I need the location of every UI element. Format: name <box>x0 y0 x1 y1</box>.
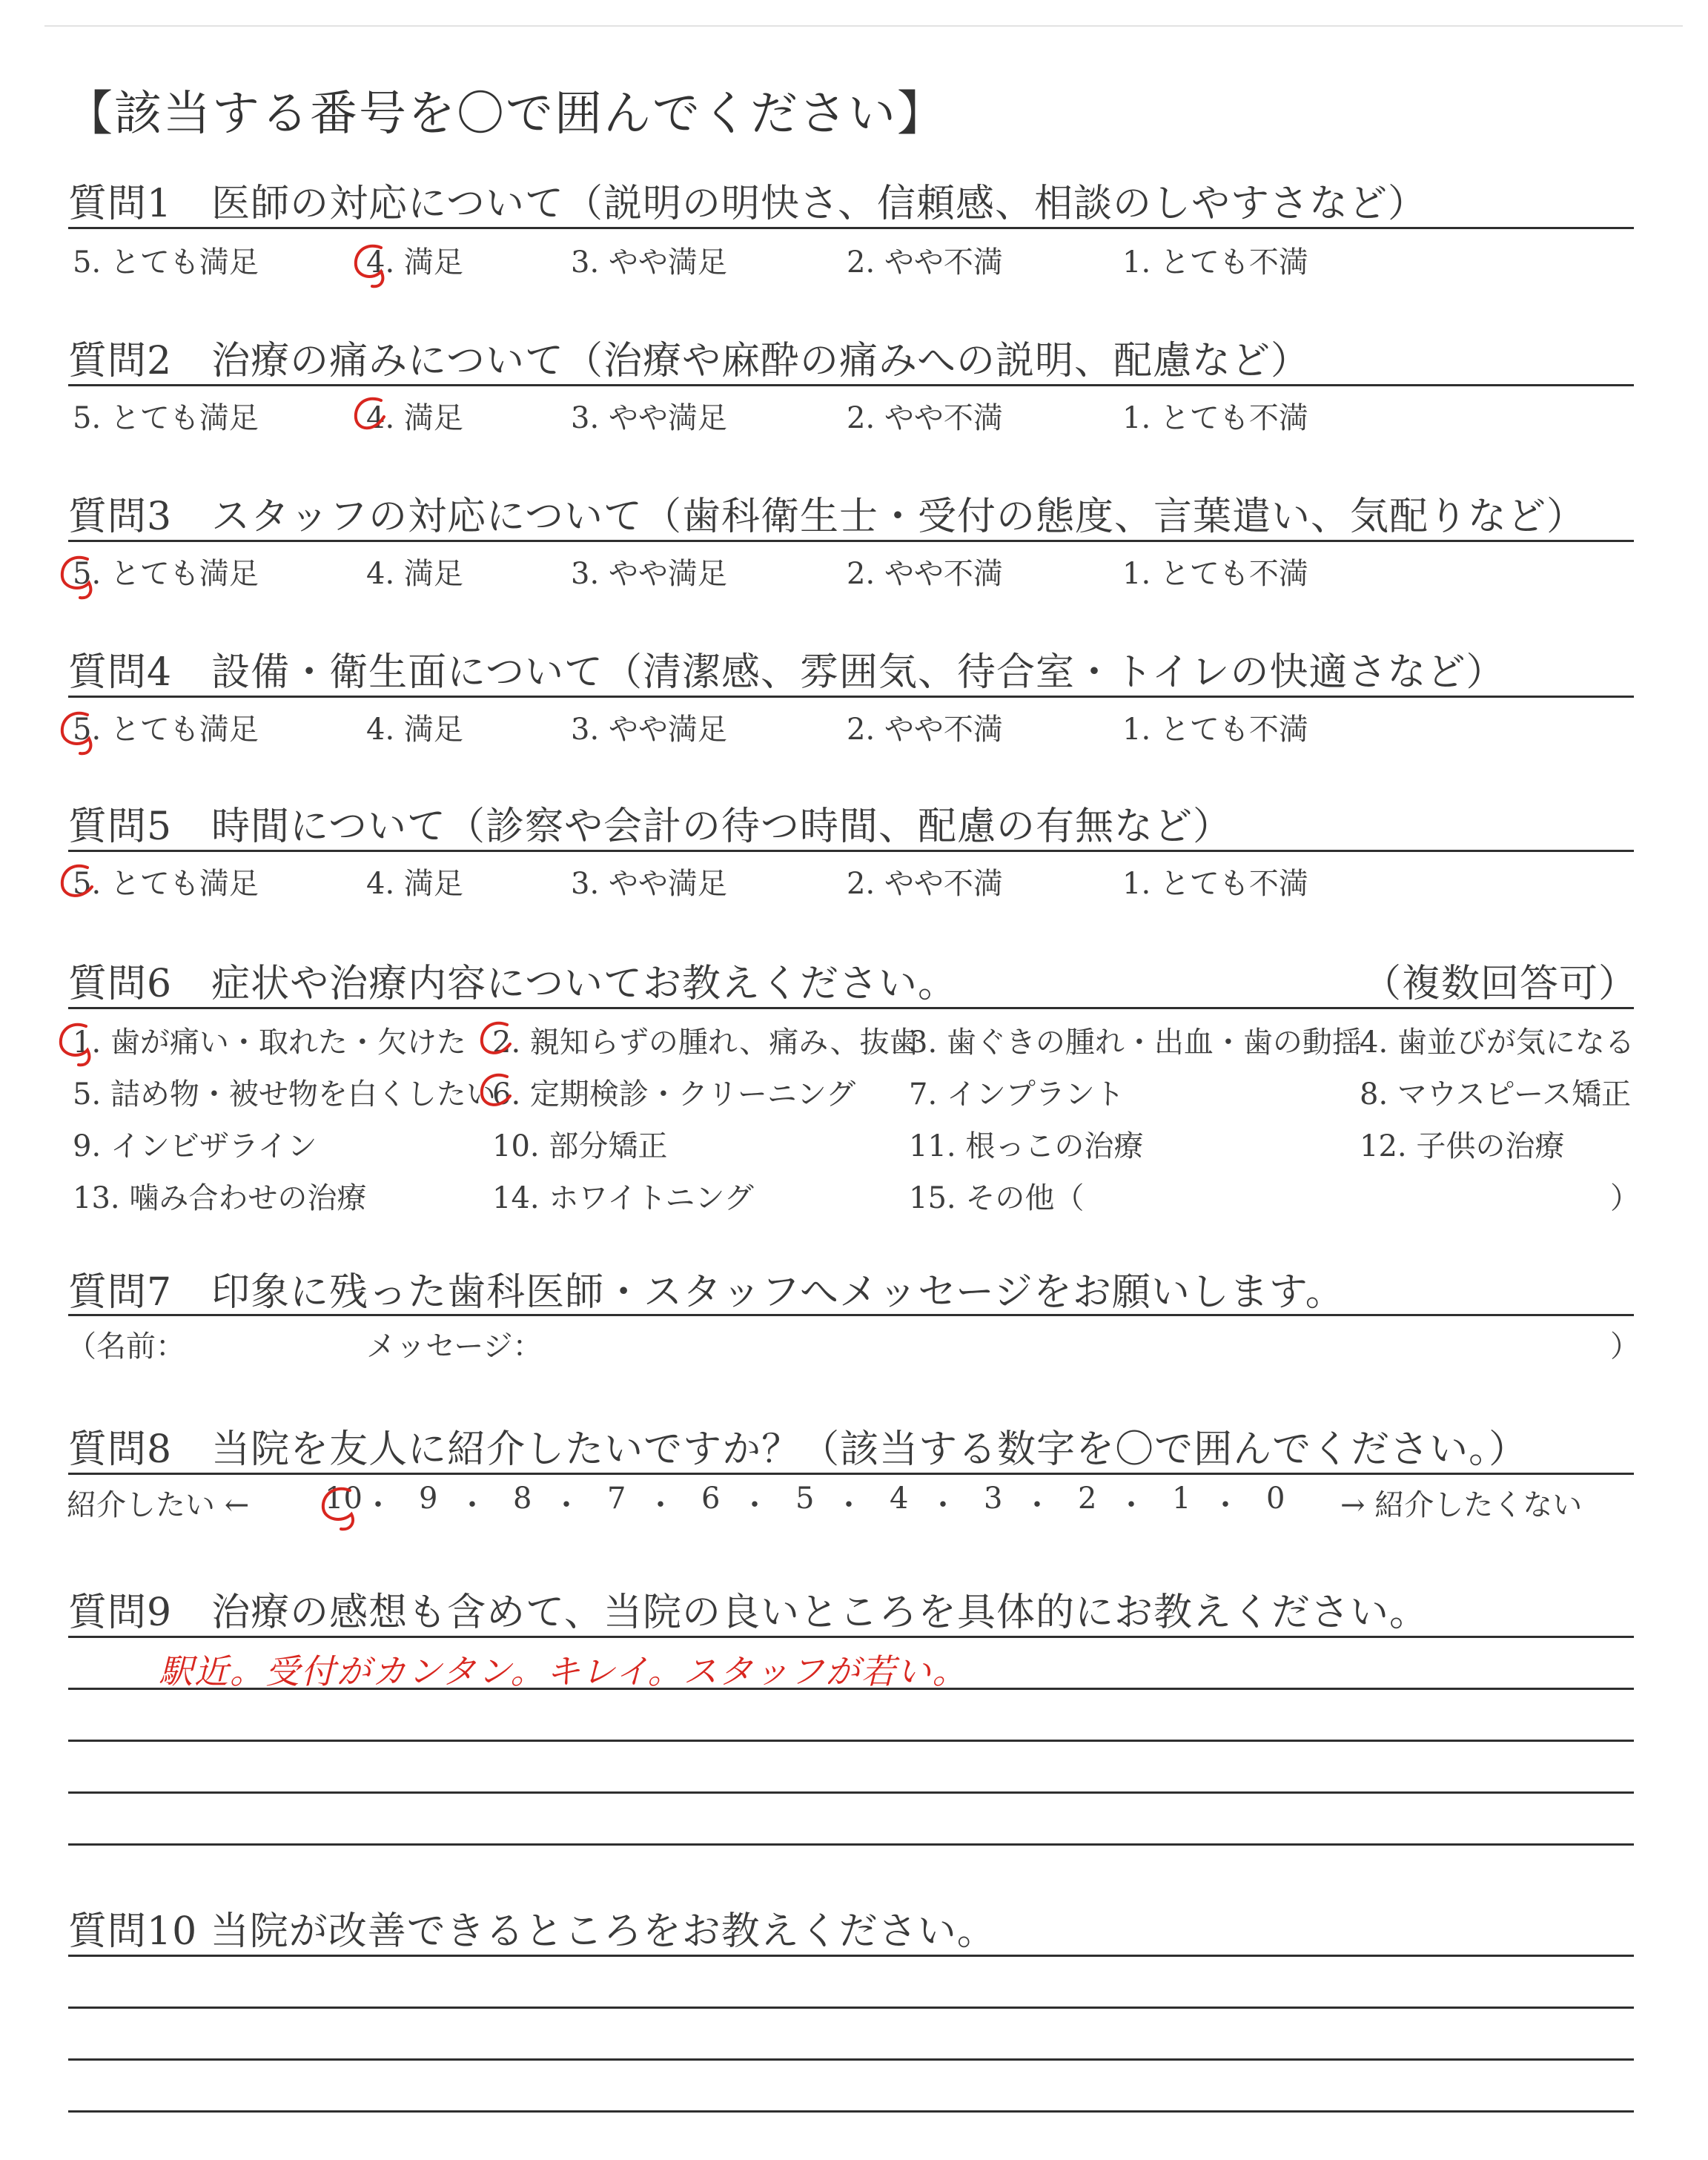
q6-option-1[interactable]: 1. 歯が痛い・取れた・欠けた <box>73 1025 466 1060</box>
q6-option-8[interactable]: 8. マウスピース矯正 <box>1360 1077 1632 1112</box>
q8-scale-value-3[interactable]: 3 <box>984 1482 1003 1516</box>
q8-scale-separator: ・ <box>457 1488 487 1522</box>
q1-option-2[interactable]: 2. やや不満 <box>847 245 1003 280</box>
q5-option-3[interactable]: 3. やや満足 <box>571 867 727 901</box>
q9-rule-4 <box>68 1791 1634 1794</box>
q2-title: 質問2 治療の痛みについて（治療や麻酔の痛みへの説明、配慮など） <box>68 339 1311 383</box>
q1-rule <box>68 227 1634 229</box>
q3-title: 質問3 スタッフの対応について（歯科衛生士・受付の態度、言葉遣い、気配りなど） <box>68 495 1586 539</box>
q3-option-5[interactable]: 5. とても満足 <box>73 557 259 591</box>
q8-rule <box>68 1473 1634 1475</box>
q5-option-4[interactable]: 4. 満足 <box>366 867 463 901</box>
q6-option-9[interactable]: 9. インビザライン <box>73 1129 317 1163</box>
q8-scale-value-7[interactable]: 7 <box>607 1482 626 1516</box>
q6-option-15[interactable]: 15. その他（ <box>909 1181 1085 1215</box>
q8-scale-value-4[interactable]: 4 <box>890 1482 909 1516</box>
q6-option-14[interactable]: 14. ホワイトニング <box>492 1181 754 1215</box>
q4-title: 質問4 設備・衛生面について（清潔感、雰囲気、待合室・トイレの快適さなど） <box>68 650 1506 695</box>
q5-title: 質問5 時間について（診察や会計の待つ時間、配慮の有無など） <box>68 805 1233 849</box>
q8-scale-value-10[interactable]: 10 <box>325 1482 363 1516</box>
q8-scale-separator: ・ <box>834 1488 864 1522</box>
q9-rule-3 <box>68 1740 1634 1742</box>
q6-option-2[interactable]: 2. 親知らずの腫れ、痛み、抜歯 <box>492 1025 919 1060</box>
q8-scale-value-1[interactable]: 1 <box>1172 1482 1191 1516</box>
q8-scale-value-5[interactable]: 5 <box>795 1482 815 1516</box>
page-title: 【該当する番号を〇で囲んでください】 <box>65 87 946 142</box>
q4-option-4[interactable]: 4. 満足 <box>366 713 463 747</box>
q8-scale-value-2[interactable]: 2 <box>1078 1482 1097 1516</box>
q6-option-11[interactable]: 11. 根っこの治療 <box>909 1129 1144 1163</box>
q9-title: 質問9 治療の感想も含めて、当院の良いところを具体的にお教えください。 <box>68 1591 1429 1635</box>
q9-rule-1 <box>68 1636 1634 1638</box>
q2-option-4[interactable]: 4. 満足 <box>366 401 463 435</box>
q8-scale-value-8[interactable]: 8 <box>513 1482 532 1516</box>
q6-rule <box>68 1007 1634 1009</box>
q8-scale-separator: ・ <box>1116 1488 1146 1522</box>
q5-rule <box>68 850 1634 852</box>
q6-option-7[interactable]: 7. インプラント <box>909 1077 1125 1112</box>
q7-name-label: （名前： <box>67 1330 185 1364</box>
q8-scale-separator: ・ <box>552 1488 581 1522</box>
q5-option-1[interactable]: 1. とても不満 <box>1122 867 1308 901</box>
q4-option-1[interactable]: 1. とても不満 <box>1122 713 1308 747</box>
q9-rule-5 <box>68 1843 1634 1846</box>
q1-option-1[interactable]: 1. とても不満 <box>1122 245 1308 280</box>
q8-right-label: → 紹介したくない <box>1340 1488 1583 1522</box>
q6-option-4[interactable]: 4. 歯並びが気になる <box>1360 1025 1635 1060</box>
q10-rule-3 <box>68 2058 1634 2061</box>
q10-rule-4 <box>68 2110 1634 2113</box>
q6-option-3[interactable]: 3. 歯ぐきの腫れ・出血・歯の動揺 <box>909 1025 1362 1060</box>
q8-title: 質問8 当院を友人に紹介したいですか？（該当する数字を〇で囲んでください。） <box>68 1427 1529 1472</box>
q8-scale-separator: ・ <box>928 1488 958 1522</box>
q3-option-1[interactable]: 1. とても不満 <box>1122 557 1308 591</box>
q1-option-4[interactable]: 4. 満足 <box>366 245 463 280</box>
q3-option-3[interactable]: 3. やや満足 <box>571 557 727 591</box>
q7-title: 質問7 印象に残った歯科医師・スタッフへメッセージをお願いします。 <box>68 1270 1345 1315</box>
q8-scale-separator: ・ <box>646 1488 675 1522</box>
q10-rule-2 <box>68 2007 1634 2009</box>
q3-option-4[interactable]: 4. 満足 <box>366 557 463 591</box>
q8-scale-value-0[interactable]: 0 <box>1266 1482 1285 1516</box>
q7-close-paren: ） <box>1610 1330 1640 1364</box>
q8-scale-separator: ・ <box>740 1488 769 1522</box>
q2-rule <box>68 384 1634 386</box>
q1-title: 質問1 医師の対応について（説明の明快さ、信頼感、相談のしやすさなど） <box>68 182 1427 226</box>
q6-option-15-close: ） <box>1610 1181 1640 1215</box>
q1-option-5[interactable]: 5. とても満足 <box>73 245 259 280</box>
q6-option-12[interactable]: 12. 子供の治療 <box>1360 1129 1565 1163</box>
q8-scale-value-6[interactable]: 6 <box>701 1482 721 1516</box>
q2-option-1[interactable]: 1. とても不満 <box>1122 401 1308 435</box>
q5-option-5[interactable]: 5. とても満足 <box>73 867 259 901</box>
top-scan-edge <box>44 25 1683 27</box>
q6-title: 質問6 症状や治療内容についてお教えください。 <box>68 962 958 1006</box>
q10-rule-1 <box>68 1955 1634 1957</box>
q4-option-2[interactable]: 2. やや不満 <box>847 713 1003 747</box>
q10-title: 質問10 当院が改善できるところをお教えください。 <box>68 1909 996 1954</box>
q7-rule <box>68 1314 1634 1316</box>
q6-option-5[interactable]: 5. 詰め物・被せ物を白くしたい <box>73 1077 496 1112</box>
q6-option-13[interactable]: 13. 噛み合わせの治療 <box>73 1181 367 1215</box>
q6-multiple-note: （複数回答可） <box>1363 962 1638 1006</box>
q2-option-5[interactable]: 5. とても満足 <box>73 401 259 435</box>
q8-scale-value-9[interactable]: 9 <box>419 1482 438 1516</box>
q2-option-3[interactable]: 3. やや満足 <box>571 401 727 435</box>
q8-scale-separator: ・ <box>1211 1488 1240 1522</box>
q3-option-2[interactable]: 2. やや不満 <box>847 557 1003 591</box>
q1-option-3[interactable]: 3. やや満足 <box>571 245 727 280</box>
q4-option-3[interactable]: 3. やや満足 <box>571 713 727 747</box>
q6-option-6[interactable]: 6. 定期検診・クリーニング <box>492 1077 856 1112</box>
q2-option-2[interactable]: 2. やや不満 <box>847 401 1003 435</box>
q9-handwritten-answer: 駅近。受付がカンタン。キレイ。スタッフが若い。 <box>159 1651 968 1691</box>
q4-rule <box>68 696 1634 698</box>
q3-rule <box>68 540 1634 542</box>
q8-scale-separator: ・ <box>1022 1488 1052 1522</box>
q4-option-5[interactable]: 5. とても満足 <box>73 713 259 747</box>
q7-message-label: メッセージ： <box>366 1330 543 1364</box>
q8-left-label: 紹介したい ← <box>67 1488 250 1522</box>
q6-option-10[interactable]: 10. 部分矯正 <box>492 1129 668 1163</box>
q5-option-2[interactable]: 2. やや不満 <box>847 867 1003 901</box>
q9-rule-2 <box>68 1688 1634 1690</box>
q8-scale-separator: ・ <box>363 1488 393 1522</box>
